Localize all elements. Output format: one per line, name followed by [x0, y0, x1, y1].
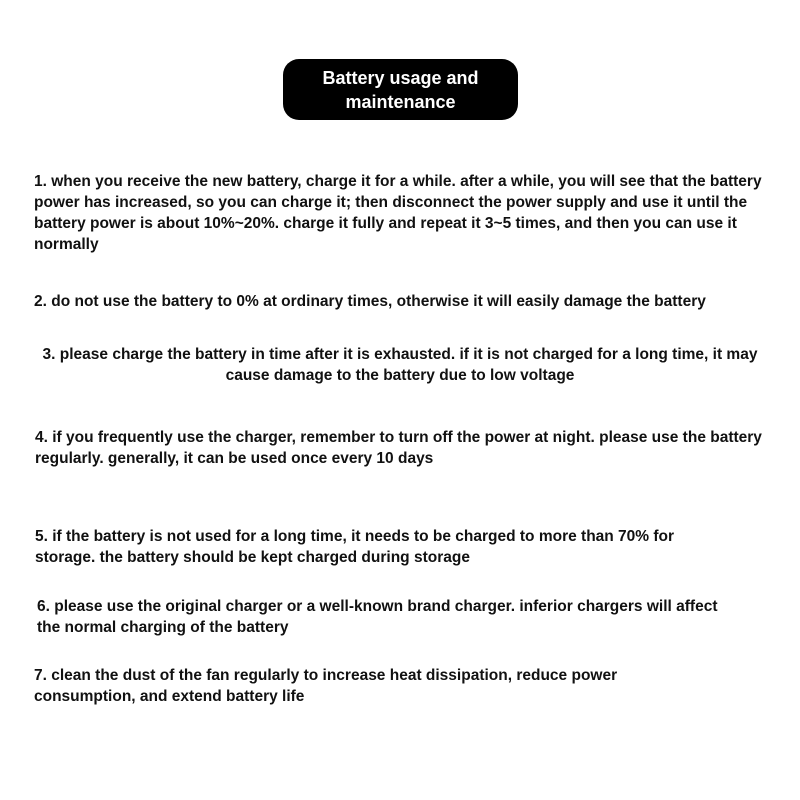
instruction-item-1: 1. when you receive the new battery, charge it for a while. after a while, you will see that the battery power has increased, so you can charge it; then disconnect the power supply and use it until the battery power is about 10%~20%. charge it fully and repeat it 3~5 times, and then you can use it normally [34, 173, 762, 253]
instruction-item-5: 5. if the battery is not used for a long time, it needs to be charged to more than 70% for storage. the battery should be kept charged during storage [35, 528, 675, 566]
instruction-item-4: 4. if you frequently use the charger, remember to turn off the power at night. please use the battery regularly. generally, it can be used once every 10 days [35, 429, 762, 467]
instruction-item-7: 7. clean the dust of the fan regularly to increase heat dissipation, reduce power consumption, and extend battery life [34, 667, 618, 705]
instruction-item-2: 2. do not use the battery to 0% at ordinary times, otherwise it will easily damage the battery [34, 293, 706, 310]
instruction-item-3: 3. please charge the battery in time after it is exhausted. if it is not charged for a long time, it may cause damage to the battery due to low voltage [42, 346, 758, 384]
page-title: Battery usage and maintenance [283, 59, 518, 120]
instruction-item-6: 6. please use the original charger or a well-known brand charger. inferior chargers will affect the normal charging of the battery [37, 598, 718, 636]
